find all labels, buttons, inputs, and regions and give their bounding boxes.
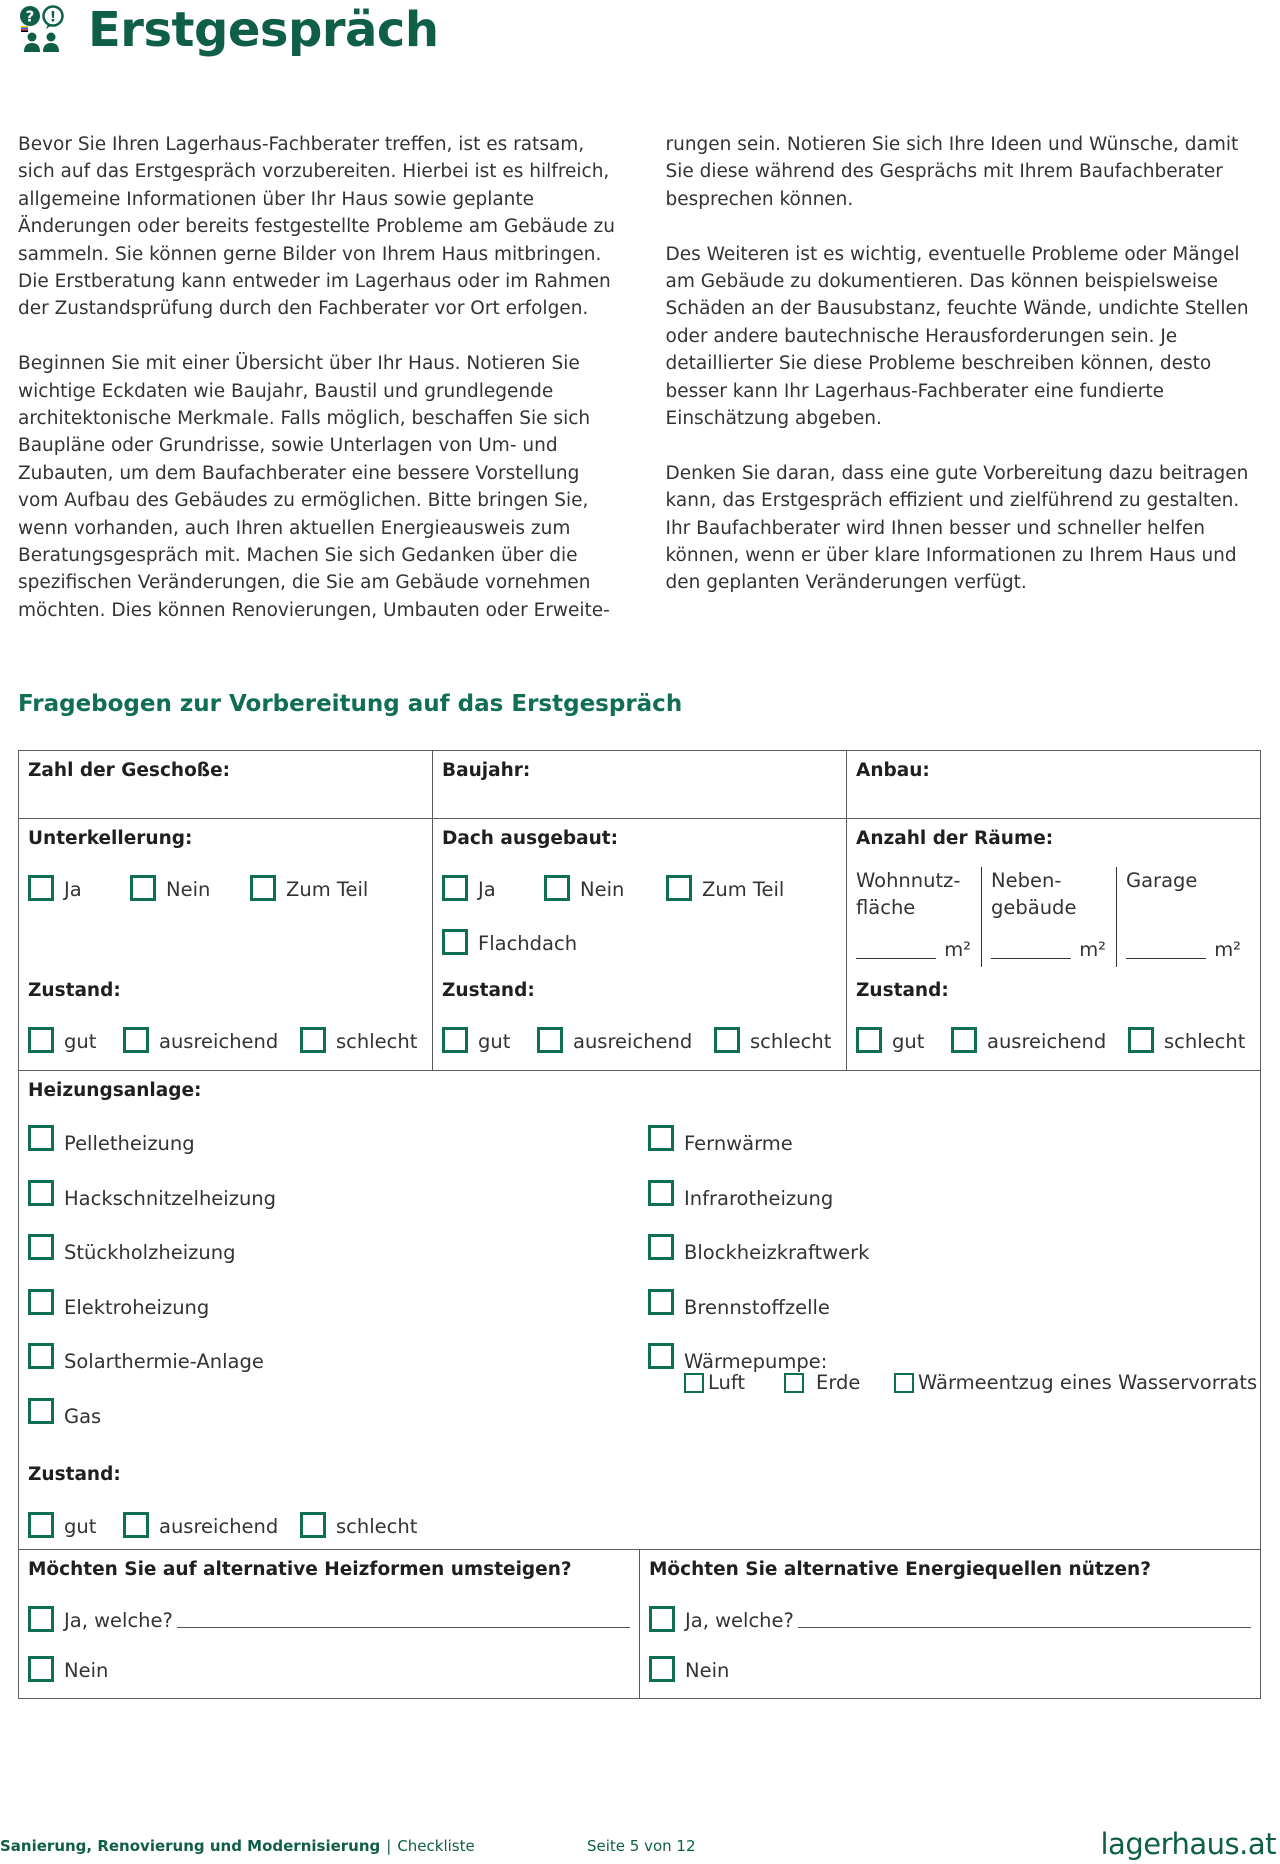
checkbox[interactable] bbox=[684, 1373, 704, 1393]
dach-zum-teil[interactable]: Zum Teil bbox=[666, 875, 784, 901]
alt-heiz-input[interactable] bbox=[177, 1627, 630, 1628]
page-number: Seite 5 von 12 bbox=[587, 1837, 696, 1855]
form-row-structure bbox=[19, 819, 1260, 1071]
alt-energie-nein[interactable]: Nein bbox=[649, 1656, 1251, 1682]
unit-label: m² bbox=[944, 938, 971, 961]
conversation-question-exclamation-icon bbox=[18, 4, 66, 56]
dach-zustand-label: Zustand: bbox=[442, 980, 535, 1001]
heizung-option[interactable]: Fernwärme bbox=[648, 1121, 1268, 1176]
checkbox[interactable] bbox=[28, 875, 54, 901]
dach-flachdach[interactable]: Flachdach bbox=[442, 929, 577, 955]
unit-label: m² bbox=[1214, 938, 1241, 961]
unterkellerung-zustand-label: Zustand: bbox=[28, 980, 121, 1001]
checkbox[interactable] bbox=[1128, 1027, 1154, 1053]
anbau-label: Anbau: bbox=[856, 760, 930, 781]
page-header bbox=[18, 0, 439, 60]
checkbox[interactable] bbox=[28, 1656, 54, 1682]
waermepumpe-luft[interactable]: Luft bbox=[684, 1372, 784, 1394]
checkbox[interactable] bbox=[649, 1606, 675, 1632]
checkbox[interactable] bbox=[537, 1027, 563, 1053]
checkbox[interactable] bbox=[442, 875, 468, 901]
checkbox[interactable] bbox=[648, 1180, 674, 1206]
dach-zustand-ausreichend[interactable]: ausreichend bbox=[537, 1027, 714, 1053]
footer-series: Sanierung, Renovierung und Modernisierung | Checkliste bbox=[0, 1837, 475, 1855]
baujahr-label: Baujahr: bbox=[442, 760, 531, 781]
checkbox[interactable] bbox=[856, 1027, 882, 1053]
checkbox[interactable] bbox=[28, 1512, 54, 1538]
alt-heiz-ja[interactable]: Ja, welche? bbox=[28, 1606, 630, 1632]
geschosse-label: Zahl der Geschoße: bbox=[28, 760, 231, 781]
form-row-heizung bbox=[19, 1071, 1260, 1550]
raeume-zustand-ausreichend[interactable]: ausreichend bbox=[951, 1027, 1128, 1053]
heizung-zustand-schlecht[interactable]: schlecht bbox=[300, 1512, 417, 1538]
checkbox[interactable] bbox=[28, 1398, 54, 1424]
checkbox[interactable] bbox=[666, 875, 692, 901]
heizung-option[interactable]: Pelletheizung bbox=[28, 1121, 648, 1176]
heizung-option[interactable]: Solarthermie-Anlage bbox=[28, 1339, 648, 1394]
field-geschosse[interactable] bbox=[19, 751, 433, 818]
intro-right-column bbox=[666, 131, 1264, 624]
checkbox[interactable] bbox=[894, 1373, 914, 1393]
dach-cell bbox=[433, 819, 847, 1070]
dach-label: Dach ausgebaut: bbox=[442, 828, 619, 849]
heizung-label: Heizungsanlage: bbox=[28, 1080, 202, 1101]
room-garage: Garage m² bbox=[1116, 867, 1251, 967]
alt-heiz-nein[interactable]: Nein bbox=[28, 1656, 630, 1682]
raeume-cell bbox=[847, 819, 1260, 1070]
heizung-zustand-gut[interactable]: gut bbox=[28, 1512, 123, 1538]
waermepumpe-erde[interactable]: Erde bbox=[784, 1372, 894, 1394]
raeume-zustand-gut[interactable]: gut bbox=[856, 1027, 951, 1053]
unit-label: m² bbox=[1079, 938, 1106, 961]
intro-left-column bbox=[18, 131, 616, 624]
checkbox[interactable] bbox=[28, 1606, 54, 1632]
heizung-zustand-ausreichend[interactable]: ausreichend bbox=[123, 1512, 300, 1538]
field-baujahr[interactable] bbox=[433, 751, 847, 818]
checkbox[interactable] bbox=[951, 1027, 977, 1053]
intro-paragraph: Bevor Sie Ihren Lagerhaus-Fachberater treffen, ist es ratsam, sich auf das Erstgespräch vorzubereiten. Hierbei ist es hilfreich, allgemeine Informationen über Ihr Haus sowie geplante Änderungen oder bereits festgestellte Probleme am Gebäude zu sammeln. Sie können gerne Bilder von Ihrem Haus mitbringen. Die Erstberatung kann entweder im Lagerhaus oder im Rahmen der Zustandsprüfung durch den Fachberater vor Ort erfolgen. bbox=[18, 134, 615, 320]
checkbox[interactable] bbox=[442, 1027, 468, 1053]
unterkellerung-ja[interactable]: Ja bbox=[28, 875, 130, 901]
heizung-option[interactable]: Elektroheizung bbox=[28, 1285, 648, 1340]
unterkellerung-zustand-ausreichend[interactable]: ausreichend bbox=[123, 1027, 300, 1053]
checkbox[interactable] bbox=[123, 1027, 149, 1053]
unterkellerung-zustand-gut[interactable]: gut bbox=[28, 1027, 123, 1053]
heizung-option-waermepumpe[interactable]: Wärmepumpe: bbox=[648, 1339, 1268, 1394]
checkbox[interactable] bbox=[123, 1512, 149, 1538]
checkbox[interactable] bbox=[28, 1125, 54, 1151]
heizung-option[interactable]: Stückholzheizung bbox=[28, 1230, 648, 1285]
room-nebengebaeude: Neben- gebäude m² bbox=[981, 867, 1116, 967]
dach-nein[interactable]: Nein bbox=[544, 875, 666, 901]
alt-energie-cell bbox=[640, 1550, 1260, 1698]
checkbox[interactable] bbox=[28, 1343, 54, 1369]
checkbox[interactable] bbox=[544, 875, 570, 901]
checkbox[interactable] bbox=[300, 1027, 326, 1053]
garage-input[interactable] bbox=[1126, 958, 1206, 959]
heizung-option[interactable]: Brennstoffzelle bbox=[648, 1285, 1268, 1340]
checkbox[interactable] bbox=[250, 875, 276, 901]
unterkellerung-zum-teil[interactable]: Zum Teil bbox=[250, 875, 368, 901]
checkbox[interactable] bbox=[28, 1180, 54, 1206]
dach-ja[interactable]: Ja bbox=[442, 875, 544, 901]
unterkellerung-nein[interactable]: Nein bbox=[130, 875, 250, 901]
wohnnutzflaeche-input[interactable] bbox=[856, 958, 936, 959]
checkbox[interactable] bbox=[648, 1234, 674, 1260]
heizung-option[interactable]: Hackschnitzelheizung bbox=[28, 1176, 648, 1231]
heizung-option[interactable]: Gas bbox=[28, 1394, 648, 1449]
unterkellerung-zustand-schlecht[interactable]: schlecht bbox=[300, 1027, 417, 1053]
waermepumpe-sub-options bbox=[684, 1372, 1268, 1394]
alt-heiz-cell bbox=[19, 1550, 640, 1698]
alt-energie-input[interactable] bbox=[798, 1627, 1251, 1628]
alt-energie-question: Möchten Sie alternative Energiequellen nützen? bbox=[649, 1559, 1151, 1580]
checkbox[interactable] bbox=[130, 875, 156, 901]
checkbox[interactable] bbox=[28, 1234, 54, 1260]
form-row-basics bbox=[19, 751, 1260, 819]
heizung-cell bbox=[19, 1071, 1277, 1549]
heizung-option[interactable]: Infrarotheizung bbox=[648, 1176, 1268, 1231]
page-title: Erstgespräch bbox=[88, 2, 439, 58]
checkbox[interactable] bbox=[648, 1289, 674, 1315]
checkbox[interactable] bbox=[28, 1289, 54, 1315]
checkbox[interactable] bbox=[28, 1027, 54, 1053]
svg-text:?: ? bbox=[25, 7, 35, 26]
dach-zustand-schlecht[interactable]: schlecht bbox=[714, 1027, 831, 1053]
unterkellerung-cell bbox=[19, 819, 433, 1070]
heizung-option[interactable]: Blockheizkraftwerk bbox=[648, 1230, 1268, 1285]
checkbox[interactable] bbox=[442, 929, 468, 955]
nebengebaeude-input[interactable] bbox=[991, 958, 1071, 959]
checkbox[interactable] bbox=[300, 1512, 326, 1538]
intro-paragraph: Denken Sie daran, dass eine gute Vorbereitung dazu beitragen kann, das Erstgespräch effizient und zielführend zu gestalten. Ihr Baufachberater wird Ihnen besser und schneller helfen können, wenn er über klare Informationen zu Ihrem Haus und den geplanten Veränderungen verfügt. bbox=[665, 462, 1249, 594]
alt-energie-ja[interactable]: Ja, welche? bbox=[649, 1606, 1251, 1632]
checkbox[interactable] bbox=[649, 1656, 675, 1682]
form-title: Fragebogen zur Vorbereitung auf das Erstgespräch bbox=[18, 691, 683, 717]
raeume-label: Anzahl der Räume: bbox=[856, 828, 1054, 849]
heizung-zustand-label: Zustand: bbox=[28, 1464, 121, 1485]
waermepumpe-wasservorrat[interactable]: Wärmeentzug eines Wasservorrats bbox=[894, 1372, 1257, 1394]
heizung-right-options bbox=[648, 1121, 1268, 1448]
room-wohnnutzflaeche: Wohnnutz- fläche m² bbox=[856, 869, 971, 961]
dach-zustand-gut[interactable]: gut bbox=[442, 1027, 537, 1053]
intro-paragraph: Beginnen Sie mit einer Übersicht über Ihr Haus. Notieren Sie wichtige Eckdaten wie Baujahr, Baustil und grundlegende architektonische Merkmale. Falls möglich, beschaffen Sie sich Baupläne oder Grundrisse, sowie Unterlagen von Um- und Zubauten, um dem Baufachberater eine bessere Vorstellung vom Aufbau des Gebäudes zu ermöglichen. Bitte bringen Sie, wenn vorhanden, auch Ihren aktuellen Energieausweis zum Beratungsgespräch mit. Machen Sie sich Gedanken über die spezifischen Veränderungen, die Sie am Gebäude vornehmen möchten. Dies können Renovierungen, Umbauten oder Erweite- bbox=[18, 353, 610, 621]
field-anbau[interactable] bbox=[847, 751, 1260, 818]
questionnaire-form bbox=[18, 750, 1261, 1699]
raeume-zustand-schlecht[interactable]: schlecht bbox=[1128, 1027, 1245, 1053]
raeume-zustand-label: Zustand: bbox=[856, 980, 949, 1001]
brand-logo: lagerhaus.at bbox=[1100, 1827, 1276, 1861]
page-footer bbox=[0, 1829, 1280, 1859]
svg-text:!: ! bbox=[49, 9, 57, 26]
checkbox[interactable] bbox=[648, 1343, 674, 1369]
heizung-left-options bbox=[28, 1121, 648, 1448]
unterkellerung-label: Unterkellerung: bbox=[28, 828, 193, 849]
checkbox[interactable] bbox=[714, 1027, 740, 1053]
rooms-fields bbox=[856, 867, 1251, 967]
form-row-alternatives bbox=[19, 1550, 1260, 1698]
intro-paragraph: Des Weiteren ist es wichtig, eventuelle Probleme oder Mängel am Gebäude zu dokumentieren. Das können beispielsweise Schäden an der Bausubstanz, feuchte Wände, undichte Stellen oder andere bautechnische Herausforderungen sein. Je detaillierter Sie diese Probleme beschreiben können, desto besser kann Ihr Lagerhaus-Fachberater eine fundierte Einschätzung abgeben. bbox=[665, 243, 1249, 430]
alt-heiz-question: Möchten Sie auf alternative Heizformen umsteigen? bbox=[28, 1559, 572, 1580]
intro-text bbox=[18, 131, 1263, 624]
checkbox[interactable] bbox=[784, 1373, 804, 1393]
checkbox[interactable] bbox=[648, 1125, 674, 1151]
intro-paragraph: rungen sein. Notieren Sie sich Ihre Ideen und Wünsche, damit Sie diese während des Gesprächs mit Ihrem Baufachberater besprechen können. bbox=[665, 134, 1239, 210]
